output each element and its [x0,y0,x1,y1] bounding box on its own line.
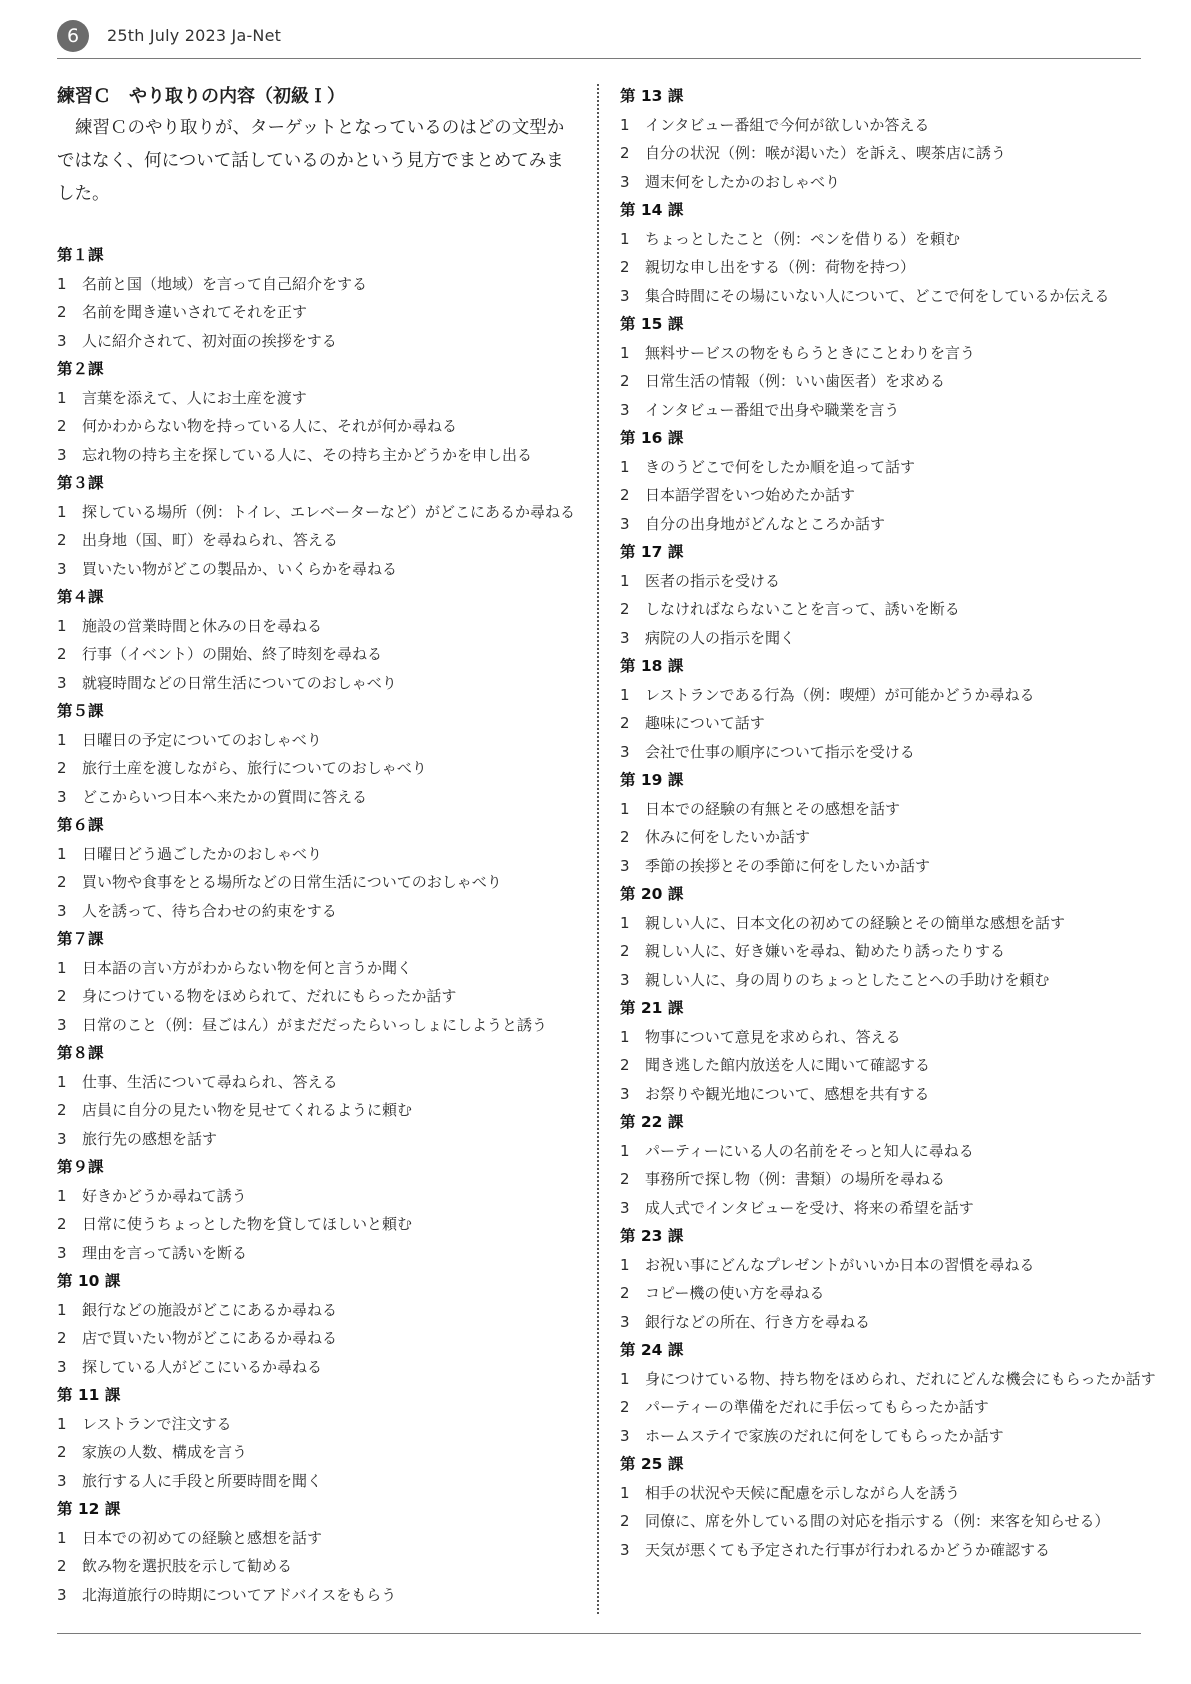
lesson-block [57,697,577,811]
item-text: パーティーの準備をだれに手伝ってもらったか話す [645,1398,989,1416]
lesson-item [57,897,577,926]
lesson-item [620,339,1145,368]
item-text: 日常生活の情報（例：いい歯医者）を求める [645,372,946,390]
lesson-block [620,82,1145,196]
item-text: 日本での初めての経験と感想を話す [82,1528,323,1547]
lesson-item [57,1182,577,1211]
item-text: 日常に使うちょっとした物を貸してほしいと頼む [82,1215,413,1233]
item-number: 1 [57,274,67,293]
item-text: 医者の指示を受ける [645,571,781,590]
item-text: ちょっとしたこと（例：ペンを借りる）を頼む [645,229,961,248]
lesson-item [620,1507,1145,1536]
lesson-item [620,1536,1145,1565]
lesson-item [620,1308,1145,1337]
right-lesson-list [620,82,1156,1564]
lesson-block [620,1108,1145,1222]
lesson-item [620,852,1145,881]
lesson-heading: 第２課 [57,360,104,378]
item-number: 3 [57,1243,67,1262]
item-number: 3 [620,286,630,305]
item-number: 1 [57,1186,67,1205]
item-text: 自分の出身地がどんなところか話す [645,514,886,533]
lesson-item [620,738,1145,767]
lesson-block [620,1222,1145,1336]
item-text: 自分の状況（例：喉が渇いた）を訴え、喫茶店に誘う [645,144,1006,162]
lesson-item [57,1467,577,1496]
item-number: 2 [57,1215,67,1233]
item-text: 成人式でインタビューを受け、将来の希望を話す [645,1198,974,1217]
item-text: 日本語の言い方がわからない物を何と言うか聞く [82,958,413,977]
item-number: 1 [57,1414,67,1433]
lesson-item [620,681,1145,710]
footer-rule [57,1633,1141,1634]
lesson-item [57,1210,577,1239]
item-number: 1 [57,958,67,977]
lesson-heading: 第 15 課 [620,315,684,333]
item-text: 季節の挨拶とその季節に何をしたいか話す [645,856,931,875]
lesson-item [620,567,1145,596]
item-number: 1 [620,571,630,590]
lesson-heading: 第 16 課 [620,429,684,447]
lesson-item [620,453,1145,482]
lesson-item [620,709,1145,738]
lesson-heading: 第 21 課 [620,999,684,1017]
item-number: 3 [57,1015,67,1034]
item-number: 2 [57,759,67,777]
lesson-heading: 第 19 課 [620,771,684,789]
item-number: 2 [57,1329,67,1347]
item-text: 名前と国（地域）を言って自己紹介をする [82,274,368,293]
lesson-item [57,526,577,555]
lesson-block [57,811,577,925]
item-text: 親しい人に、好き嫌いを尋ね、勧めたり誘ったりする [645,942,1006,960]
item-number: 3 [57,559,67,578]
lesson-item [620,1479,1145,1508]
item-text: インタビュー番組で今何が欲しいか答える [645,115,930,134]
item-text: 会社で仕事の順序について指示を受ける [645,742,915,761]
item-text: 親切な申し出をする（例：荷物を持つ） [645,258,916,276]
lesson-heading: 第 13 課 [620,87,684,105]
page-header [57,18,1141,59]
item-number: 1 [620,1255,630,1274]
lesson-item [57,612,577,641]
lesson-item [620,937,1145,966]
lesson-item [620,1393,1145,1422]
item-number: 1 [620,343,630,362]
left-lesson-list [57,241,577,1609]
lesson-block [57,355,577,469]
lesson-block [57,1153,577,1267]
lesson-item [620,481,1145,510]
item-text: コピー機の使い方を尋ねる [645,1284,825,1302]
lesson-heading: 第 25 課 [620,1455,684,1473]
item-number: 2 [620,258,630,276]
item-number: 3 [57,1471,67,1490]
item-number: 2 [620,1512,630,1530]
page-number-badge: 6 [57,20,89,52]
item-number: 1 [57,1528,67,1547]
item-text: 探している人がどこにいるか尋ねる [82,1357,323,1376]
lesson-item [620,966,1145,995]
item-number: 3 [57,673,67,692]
item-text: 店員に自分の見たい物を見せてくれるように頼む [82,1101,413,1119]
lesson-item [620,168,1145,197]
item-text: 身につけている物をほめられて、だれにもらったか話す [82,987,457,1005]
lesson-item [620,795,1145,824]
lesson-item [57,1296,577,1325]
item-text: 飲み物を選択肢を示して勧める [82,1557,293,1575]
lesson-block [620,880,1145,994]
lesson-item [620,909,1145,938]
lesson-block [57,241,577,355]
item-text: 旅行先の感想を話す [82,1129,218,1148]
lesson-item [57,498,577,527]
item-text: 買い物や食事をとる場所などの日常生活についてのおしゃべり [82,873,502,891]
item-text: 天気が悪くても予定された行事が行われるかどうか確認する [645,1540,1051,1559]
item-number: 3 [620,1084,630,1103]
item-text: 無料サービスの物をもらうときにことわりを言う [645,343,976,362]
item-number: 2 [620,1398,630,1416]
item-number: 2 [620,1284,630,1302]
item-text: 日曜日の予定についてのおしゃべり [82,730,322,749]
item-number: 3 [57,787,67,806]
lesson-item [57,555,577,584]
lesson-heading: 第 22 課 [620,1113,684,1131]
lesson-item [620,624,1145,653]
item-number: 3 [57,1585,67,1604]
lesson-heading: 第７課 [57,930,104,948]
lesson-item [620,253,1145,282]
item-number: 3 [620,1198,630,1217]
item-number: 1 [620,457,630,476]
item-text: インタビュー番組で出身や職業を言う [645,400,900,419]
item-number: 2 [620,714,630,732]
lesson-item [57,1011,577,1040]
item-number: 2 [57,1443,67,1461]
lesson-heading: 第 17 課 [620,543,684,561]
item-number: 2 [620,486,630,504]
item-number: 2 [620,144,630,162]
lesson-item [57,1125,577,1154]
lesson-block [620,994,1145,1108]
item-text: レストランである行為（例：喫煙）が可能かどうか尋ねる [645,685,1035,704]
lesson-item [620,1023,1145,1052]
lesson-item [620,396,1145,425]
lesson-item [57,1581,577,1610]
item-text: 就寝時間などの日常生活についてのおしゃべり [82,673,397,692]
item-text: 人に紹介されて、初対面の挨拶をする [82,331,337,350]
lesson-heading: 第 24 課 [620,1341,684,1359]
item-text: 日常のこと（例：昼ごはん）がまだだったらいっしょにしようと誘う [82,1015,548,1034]
lesson-heading: 第 18 課 [620,657,684,675]
item-text: ホームステイで家族のだれに何をしてもらったか話す [645,1426,1004,1445]
item-text: お祭りや観光地について、感想を共有する [645,1084,930,1103]
lesson-item [57,754,577,783]
item-text: 好きかどうか尋ねて誘う [82,1186,247,1205]
item-text: 親しい人に、身の周りのちょっとしたことへの手助けを頼む [645,970,1050,989]
lesson-heading: 第 14 課 [620,201,684,219]
right-column [620,82,1156,1564]
item-text: 店で買いたい物がどこにあるか尋ねる [82,1329,338,1347]
item-text: 日本語学習をいつ始めたか話す [645,486,856,504]
lesson-item [620,1137,1145,1166]
section-intro: 練習Ｃのやり取りが、ターゲットとなっているのはどの文型かではなく、何について話しているのかという見方でまとめてみました。 [57,118,565,204]
item-number: 1 [620,115,630,134]
item-number: 1 [620,799,630,818]
item-number: 2 [620,372,630,390]
column-divider [597,84,599,1614]
item-number: 1 [57,388,67,407]
item-number: 2 [57,987,67,1005]
item-text: 忘れ物の持ち主を探している人に、その持ち主かどうかを申し出る [82,445,533,464]
lesson-item [57,412,577,441]
lesson-heading: 第 20 課 [620,885,684,903]
item-text: 銀行などの所在、行き方を尋ねる [645,1312,871,1331]
lesson-heading: 第 23 課 [620,1227,684,1245]
item-text: 日曜日どう過ごしたかのおしゃべり [82,844,323,863]
item-text: 集合時間にその場にいない人について、どこで何をしているか伝える [645,286,1110,305]
item-text: 探している場所（例：トイレ、エレベーターなど）がどこにあるか尋ねる [82,502,576,521]
lesson-block [57,469,577,583]
lesson-item [57,982,577,1011]
item-text: 親しい人に、日本文化の初めての経験とその簡単な感想を話す [645,913,1066,932]
lesson-item [57,1353,577,1382]
item-text: 名前を聞き違いされてそれを正す [82,303,308,321]
item-text: 旅行土産を渡しながら、旅行についてのおしゃべり [82,759,427,777]
item-number: 1 [620,913,630,932]
lesson-block [620,538,1145,652]
left-column [57,82,577,1609]
item-number: 1 [620,685,630,704]
lesson-item [57,1552,577,1581]
item-number: 1 [57,1072,67,1091]
item-number: 3 [57,445,67,464]
item-number: 3 [57,901,67,920]
lesson-block [57,925,577,1039]
lesson-item [57,298,577,327]
item-number: 1 [620,1141,630,1160]
item-text: 買いたい物がどこの製品か、いくらかを尋ねる [82,559,398,578]
item-text: 日本での経験の有無とその感想を話す [645,799,901,818]
lesson-item [620,823,1145,852]
item-text: 趣味について話す [645,714,765,732]
item-text: 銀行などの施設がどこにあるか尋ねる [82,1300,338,1319]
item-number: 3 [57,1129,67,1148]
lesson-item [620,1165,1145,1194]
item-number: 2 [57,645,67,663]
lesson-item [57,441,577,470]
issue-date: 25th July 2023 Ja-Net [107,26,282,45]
lesson-item [620,225,1145,254]
lesson-item [620,139,1145,168]
item-number: 2 [57,1557,67,1575]
item-text: 身につけている物、持ち物をほめられ、だれにどんな機会にもらったか話す [645,1369,1156,1388]
item-text: 相手の状況や天候に配慮を示しながら人を誘う [645,1483,961,1502]
lesson-block [57,1267,577,1381]
lesson-block [620,1450,1145,1564]
lesson-block [620,424,1145,538]
item-number: 3 [620,742,630,761]
lesson-item [57,1096,577,1125]
lesson-block [57,583,577,697]
item-text: 週末何をしたかのおしゃべり [645,172,841,191]
lesson-item [620,1422,1145,1451]
lesson-item [620,367,1145,396]
lesson-item [57,783,577,812]
item-text: レストランで注文する [82,1414,232,1433]
lesson-item [620,111,1145,140]
lesson-item [620,595,1145,624]
lesson-heading: 第４課 [57,588,104,606]
item-number: 2 [57,417,67,435]
item-number: 2 [57,531,67,549]
lesson-item [57,270,577,299]
item-text: 人を誘って、待ち合わせの約束をする [82,901,337,920]
item-number: 1 [57,730,67,749]
item-number: 1 [57,616,67,635]
lesson-heading: 第６課 [57,816,104,834]
lesson-block [620,196,1145,310]
item-text: パーティーにいる人の名前をそっと知人に尋ねる [645,1141,974,1160]
lesson-item [57,669,577,698]
item-text: 言葉を添えて、人にお土産を渡す [82,388,307,407]
lesson-block [57,1039,577,1153]
item-number: 2 [620,828,630,846]
lesson-item [57,1410,577,1439]
lesson-item [620,1279,1145,1308]
item-number: 1 [620,1483,630,1502]
item-number: 2 [57,873,67,891]
item-number: 3 [620,1312,630,1331]
lesson-block [620,1336,1156,1450]
lesson-block [620,310,1145,424]
item-number: 3 [620,970,630,989]
lesson-block [620,766,1145,880]
lesson-item [620,1080,1145,1109]
lesson-item [57,1239,577,1268]
lesson-item [57,640,577,669]
item-text: どこからいつ日本へ来たかの質問に答える [82,787,368,806]
item-number: 3 [620,514,630,533]
item-text: 事務所で探し物（例：書類）の場所を尋ねる [645,1170,946,1188]
item-text: 家族の人数、構成を言う [82,1443,248,1461]
lesson-item [620,1365,1156,1394]
item-number: 3 [620,172,630,191]
lesson-block [57,1381,577,1495]
item-text: 旅行する人に手段と所要時間を聞く [82,1471,323,1490]
item-number: 3 [620,628,630,647]
lesson-item [57,1324,577,1353]
lesson-block [620,652,1145,766]
item-text: 北海道旅行の時期についてアドバイスをもらう [82,1585,397,1604]
item-number: 2 [57,1101,67,1119]
item-number: 3 [57,1357,67,1376]
lesson-item [620,1194,1145,1223]
lesson-item [620,510,1145,539]
lesson-item [57,384,577,413]
item-text: 何かわからない物を持っている人に、それが何か尋ねる [82,417,458,435]
lesson-item [57,327,577,356]
lesson-heading: 第１課 [57,246,104,264]
lesson-heading: 第 12 課 [57,1500,121,1518]
item-text: 行事（イベント）の開始、終了時刻を尋ねる [82,645,383,663]
lesson-item [620,282,1145,311]
lesson-heading: 第８課 [57,1044,104,1062]
item-text: お祝い事にどんなプレゼントがいいか日本の習慣を尋ねる [645,1255,1035,1274]
lesson-heading: 第３課 [57,474,104,492]
item-text: 同僚に、席を外している間の対応を指示する（例：来客を知らせる） [645,1512,1110,1530]
item-number: 2 [57,303,67,321]
item-number: 2 [620,600,630,618]
item-number: 3 [620,1540,630,1559]
item-number: 2 [620,1056,630,1074]
item-number: 3 [57,331,67,350]
item-text: 休みに何をしたいか話す [645,828,811,846]
item-number: 1 [620,1027,630,1046]
item-text: しなければならないことを言って、誘いを断る [645,600,960,618]
lesson-heading: 第 11 課 [57,1386,121,1404]
item-number: 3 [620,1426,630,1445]
lesson-heading: 第５課 [57,702,104,720]
item-number: 1 [620,229,630,248]
item-number: 2 [620,942,630,960]
item-number: 1 [57,844,67,863]
item-text: 理由を言って誘いを断る [82,1243,248,1262]
item-text: 仕事、生活について尋ねられ、答える [82,1072,338,1091]
item-number: 1 [57,1300,67,1319]
lesson-item [57,726,577,755]
lesson-heading: 第 10 課 [57,1272,121,1290]
lesson-item [57,1068,577,1097]
lesson-item [57,1438,577,1467]
item-text: 物事について意見を求められ、答える [645,1027,901,1046]
item-number: 1 [620,1369,630,1388]
lesson-item [620,1251,1145,1280]
item-text: 聞き逃した館内放送を人に聞いて確認する [645,1056,931,1074]
lesson-item [57,954,577,983]
lesson-heading: 第９課 [57,1158,104,1176]
item-text: 病院の人の指示を聞く [645,628,796,647]
section-title: 練習Ｃ やり取りの内容（初級Ｉ） [57,86,345,107]
lesson-item [620,1051,1145,1080]
lesson-item [57,840,577,869]
lesson-block [57,1495,577,1609]
item-number: 2 [620,1170,630,1188]
lesson-item [57,868,577,897]
lesson-item [57,1524,577,1553]
item-number: 1 [57,502,67,521]
item-number: 3 [620,400,630,419]
item-number: 3 [620,856,630,875]
item-text: 出身地（国、町）を尋ねられ、答える [82,531,338,549]
item-text: きのうどこで何をしたか順を追って話す [645,457,916,476]
item-text: 施設の営業時間と休みの日を尋ねる [82,616,323,635]
